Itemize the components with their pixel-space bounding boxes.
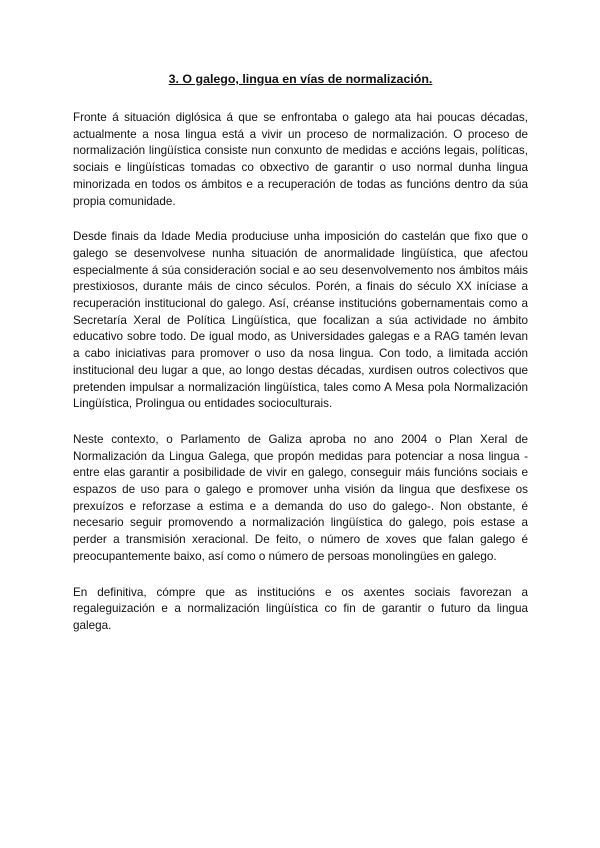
document-page bbox=[73, 70, 528, 654]
paragraph-1: Fronte á situación diglósica á que se enfrontaba o galego ata hai poucas décadas, actualmente a nosa lingua está a vivir un proceso de normalización. O proceso de normalización lingüística consiste nun conxunto de medidas e accións legais, políticas, sociais e lingüísticas tomadas co obxectivo de garantir o uso normal dunha lingua minorizada en todos os ámbitos e a recuperación de todas as funcións dentro da súa propia comunidade. bbox=[73, 111, 528, 208]
paragraph-3: Neste contexto, o Parlamento de Galiza aproba no ano 2004 o Plan Xeral de Normalización da Lingua Galega, que propón medidas para potenciar a nosa lingua -entre elas garantir a posibilidade de vivir en galego, conseguir máis funcións sociais e espazos de uso para o galego e promover unha visión da lingua que desfixese os prexuízos e reforzase a estima e a demanda do uso do galego-. Non obstante, é necesario seguir promovendo a normalización lingüística do galego, pois estase a perder a transmisión xeracional. De feito, o número de xoves que falan galego é preocupantemente baixo, así como o número de persoas monolingües en galego. bbox=[73, 432, 528, 563]
paragraph-2: Desde finais da Idade Media produciuse unha imposición do castelán que fixo que o galego se desenvolvese nunha situación de anormalidade lingüística, que afectou especialmente á súa consideración social e ao seu desenvolvemento nos ámbitos máis prestixiosos, durante máis de cinco séculos. Porén, a finais do século XX iníciase a recuperación institucional do galego. Así, créanse institucións gobernamentais como a Secretaría Xeral de Política Lingüística, que focalizan a súa actividade no ámbito educativo sobre todo. De igual modo, as Universidades galegas e a RAG tamén levan a cabo iniciativas para promover o uso da nosa lingua. Con todo, a limitada acción institucional deu lugar a que, ao longo destas décadas, xurdisen outros colectivos que pretenden impulsar a normalización lingüística, tales como A Mesa pola Normalización Lingüística, Prolingua ou entidades socioculturais. bbox=[73, 230, 528, 411]
paragraph-4: En definitiva, cómpre que as institucións e os axentes sociais favorezan a regaleguización e a normalización lingüística co fin de garantir o futuro da lingua galega. bbox=[73, 585, 528, 632]
document-title: 3. O galego, lingua en vías de normalización. bbox=[168, 72, 433, 86]
